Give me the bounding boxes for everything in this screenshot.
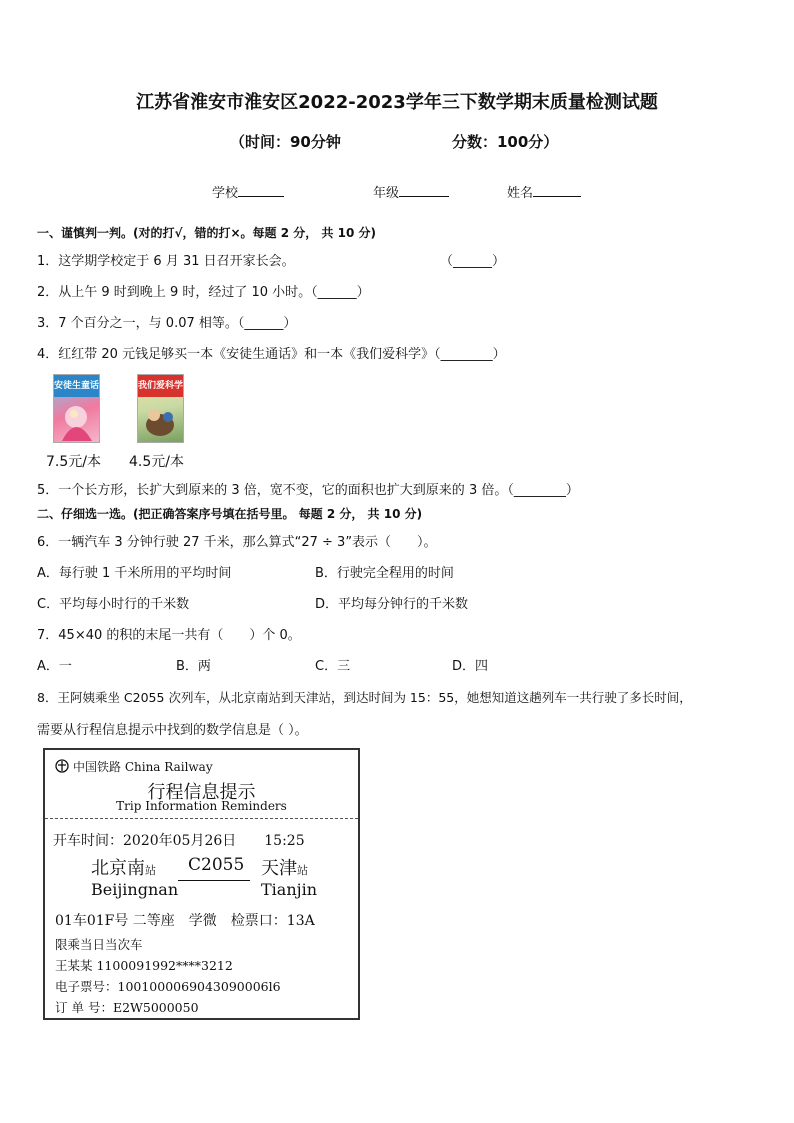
book-science-price: 4.5元/本 — [129, 454, 184, 470]
ticket-divider — [45, 818, 358, 819]
question-7-option-c[interactable]: C．三 — [315, 659, 351, 674]
question-6-option-c[interactable]: C．平均每小时行的千米数 — [37, 597, 190, 612]
question-5: 5．一个长方形，长扩大到原来的 3 倍，宽不变，它的面积也扩大到原来的 3 倍。（________） — [37, 483, 579, 498]
book-andersen-image — [53, 374, 100, 443]
question-1: 1．这学期学校定于 6 月 31 日召开家长会。 — [37, 254, 295, 269]
ticket-train-arrow — [178, 880, 250, 881]
ticket-passenger: 王某某 1100091992****3212 — [55, 958, 233, 973]
ticket-from-suffix: 站 — [145, 864, 156, 877]
school-blank[interactable] — [238, 182, 284, 197]
ticket-to-en: Tianjin — [261, 880, 318, 899]
question-4: 4．红红带 20 元钱足够买一本《安徒生通话》和一本《我们爱科学》（________） — [37, 347, 506, 362]
ticket-from-en: Beijingnan — [91, 880, 179, 899]
ticket-train-number: C2055 — [188, 855, 245, 875]
question-8-line1: 8．王阿姨乘坐 C2055 次列车，从北京南站到天津站，到达时间为 15：55，她想知道这趟列车一共行驶了多长时间， — [37, 690, 692, 705]
name-label: 姓名 — [507, 186, 534, 201]
name-blank[interactable] — [533, 182, 581, 197]
ticket-to-suffix: 站 — [297, 864, 308, 877]
question-6-option-a[interactable]: A．每行驶 1 千米所用的平均时间 — [37, 566, 232, 581]
grade-label: 年级 — [373, 186, 400, 201]
ticket-departure: 开车时间：2020年05月26日 15:25 — [53, 833, 305, 849]
name-field[interactable] — [507, 182, 581, 201]
book-science-image — [137, 374, 184, 443]
ticket-to-cn: 天津 — [261, 858, 297, 879]
ticket-header: 中国铁路 China Railway — [73, 760, 213, 774]
ticket-title-cn: 行程信息提示 — [147, 782, 256, 803]
section1-heading: 一、谨慎判一判。(对的打√，错的打×。每题 2 分， 共 10 分) — [37, 226, 376, 240]
ticket-seat: 01车01F号 二等座 学微 检票口：13A — [55, 913, 315, 929]
exam-time: （时间：90分钟 — [230, 133, 341, 151]
grade-blank[interactable] — [399, 182, 449, 197]
science-illustration-icon — [138, 397, 183, 442]
question-6: 6．一辆汽车 3 分钟行驶 27 千米，那么算式“27 ÷ 3”表示（ ）。 — [37, 535, 437, 550]
ticket-note: 限乘当日当次车 — [55, 937, 143, 952]
question-7: 7．45×40 的积的末尾一共有（ ）个 0。 — [37, 628, 301, 643]
question-6-option-d[interactable]: D．平均每分钟行的千米数 — [315, 597, 469, 612]
school-label: 学校 — [212, 186, 239, 201]
question-2: 2．从上午 9 时到晚上 9 时，经过了 10 小时。（______） — [37, 285, 370, 300]
question-8-line2: 需要从行程信息提示中找到的数学信息是（ ）。 — [37, 723, 308, 738]
ticket-title-en: Trip Information Reminders — [116, 799, 287, 813]
question-7-option-d[interactable]: D．四 — [452, 659, 489, 674]
book-andersen-title: 安徒生童话 — [54, 375, 99, 397]
ticket-order-number: 订 单 号：E2W5000050 — [55, 1000, 199, 1015]
question-6-option-b[interactable]: B．行驶完全程用的时间 — [315, 566, 454, 581]
ticket-eticket-number: 电子票号：1001000069043090006l6 — [55, 979, 281, 994]
question-3: 3．7 个百分之一，与 0.07 相等。（______） — [37, 316, 297, 331]
china-railway-logo-icon — [55, 759, 69, 773]
question-7-option-a[interactable]: A．一 — [37, 659, 72, 674]
school-field[interactable] — [212, 182, 284, 201]
book-andersen-price: 7.5元/本 — [46, 454, 101, 470]
section2-heading: 二、仔细选一选。(把正确答案序号填在括号里。 每题 2 分， 共 10 分) — [37, 507, 423, 521]
question-7-option-b[interactable]: B．两 — [176, 659, 211, 674]
page-title: 江苏省淮安市淮安区2022-2023学年三下数学期末质量检测试题 — [136, 92, 658, 113]
ticket-from-cn: 北京南 — [91, 858, 145, 879]
grade-field[interactable] — [373, 182, 449, 201]
trip-info-ticket — [43, 748, 360, 1020]
question-1-answer[interactable]: （______） — [440, 254, 506, 269]
ticket-to-station — [261, 854, 308, 880]
exam-score: 分数：100分） — [452, 133, 559, 151]
fairy-illustration-icon — [54, 397, 99, 442]
ticket-from-station — [91, 854, 156, 880]
book-science-title: 我们爱科学 — [138, 375, 183, 397]
